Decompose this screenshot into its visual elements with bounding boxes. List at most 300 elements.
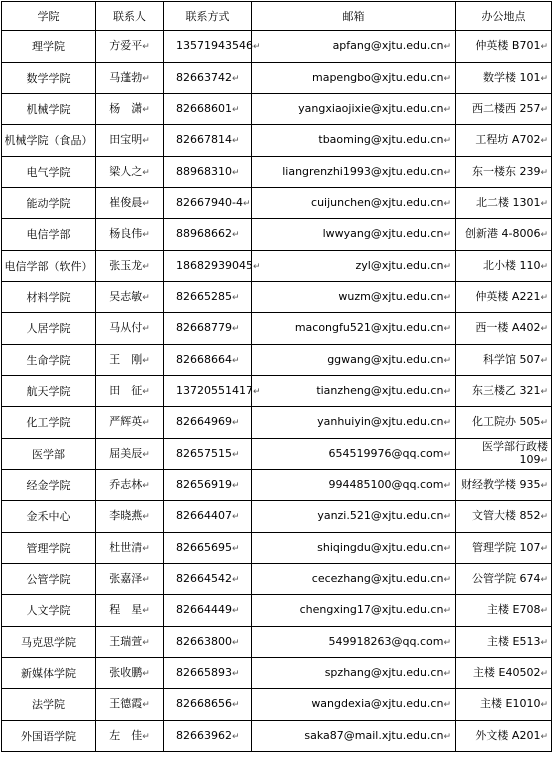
email-cell-text: tianzheng@xjtu.edu.cn <box>316 383 444 397</box>
email-cell <box>252 345 456 376</box>
paragraph-mark: ↵ <box>252 386 261 397</box>
paragraph-mark: ↵ <box>232 637 240 648</box>
college-cell-text: 机械学院 <box>26 102 71 116</box>
college-cell <box>2 564 96 595</box>
paragraph-mark: ↵ <box>443 167 451 178</box>
phone-cell <box>164 470 252 501</box>
email-cell-text: zyl@xjtu.edu.cn <box>355 258 444 272</box>
paragraph-mark: ↵ <box>142 731 150 742</box>
contact-cell-text: 李晓燕 <box>109 509 143 522</box>
paragraph-mark: ↵ <box>443 355 451 366</box>
paragraph-mark: ↵ <box>540 167 548 178</box>
office-cell-text: 东一楼东 239 <box>471 164 541 178</box>
office-cell-text: 西一楼 A402 <box>475 321 541 334</box>
college-cell-text: 外国语学院 <box>21 729 76 743</box>
contact-cell <box>96 721 164 752</box>
office-cell-text: 数学楼 101 <box>482 70 541 84</box>
office-cell <box>456 407 552 439</box>
table-row <box>2 658 552 689</box>
paragraph-mark: ↵ <box>142 355 150 366</box>
contact-cell-text: 王瑞萱 <box>109 634 143 648</box>
phone-cell <box>164 125 252 157</box>
office-cell-text: 北二楼 1301 <box>475 195 541 209</box>
table-row <box>2 721 552 752</box>
contact-cell-text: 乔志林 <box>109 477 143 491</box>
paragraph-mark: ↵ <box>443 637 451 648</box>
paragraph-mark: ↵ <box>443 73 451 84</box>
phone-cell-text: 82663962 <box>176 728 232 742</box>
phone-cell <box>164 627 252 658</box>
college-cell <box>2 595 96 627</box>
table-row <box>2 470 552 501</box>
office-cell-text: 公管学院 674 <box>471 571 541 585</box>
contact-cell-text: 马蓬勃 <box>109 70 143 84</box>
table-row <box>2 564 552 595</box>
email-cell <box>252 564 456 595</box>
phone-cell-text: 82665285 <box>176 289 232 303</box>
email-cell <box>252 188 456 219</box>
paragraph-mark: ↵ <box>443 386 451 397</box>
paragraph-mark: ↵ <box>232 230 240 240</box>
paragraph-mark: ↵ <box>540 543 548 554</box>
email-cell-text: yangxiaojixie@xjtu.edu.cn <box>298 101 444 115</box>
paragraph-mark: ↵ <box>443 292 451 303</box>
phone-cell-text: 82665695 <box>176 540 232 554</box>
paragraph-mark: ↵ <box>142 324 150 334</box>
paragraph-mark: ↵ <box>443 198 451 209</box>
office-cell <box>456 689 552 721</box>
contact-cell <box>96 407 164 439</box>
email-cell <box>252 125 456 157</box>
paragraph-mark: ↵ <box>232 73 240 84</box>
office-cell-text: 化工院办 505 <box>471 415 541 428</box>
paragraph-mark: ↵ <box>232 700 240 710</box>
email-cell <box>252 627 456 658</box>
paragraph-mark: ↵ <box>540 456 548 466</box>
paragraph-mark: ↵ <box>443 324 451 334</box>
email-cell <box>252 313 456 345</box>
paragraph-mark: ↵ <box>232 606 240 616</box>
contact-cell <box>96 439 164 470</box>
contact-cell <box>96 94 164 125</box>
office-cell <box>456 564 552 595</box>
paragraph-mark: ↵ <box>443 230 451 240</box>
phone-cell <box>164 658 252 689</box>
office-cell-text: 文管大楼 852 <box>471 509 541 522</box>
phone-cell <box>164 721 252 752</box>
phone-cell-text: 82668664 <box>176 352 232 366</box>
email-cell-text: saka87@mail.xjtu.edu.cn <box>304 728 444 742</box>
college-cell <box>2 627 96 658</box>
office-cell <box>456 627 552 658</box>
header-contact: 联系人 <box>96 2 164 31</box>
contact-cell <box>96 251 164 282</box>
college-cell-text: 公管学院 <box>26 572 71 586</box>
paragraph-mark: ↵ <box>540 104 548 115</box>
contact-cell-text: 张玉龙 <box>109 258 143 272</box>
paragraph-mark: ↵ <box>443 731 451 742</box>
phone-cell-text: 82667814 <box>176 133 232 146</box>
office-cell-text: 仲英楼 B701 <box>475 39 541 52</box>
paragraph-mark: ↵ <box>232 418 240 428</box>
college-cell <box>2 188 96 219</box>
contact-cell <box>96 282 164 313</box>
table-row <box>2 345 552 376</box>
email-cell-text: cuijunchen@xjtu.edu.cn <box>311 195 444 209</box>
table-row <box>2 188 552 219</box>
contact-cell-text: 梁人之 <box>109 164 143 178</box>
paragraph-mark: ↵ <box>443 136 451 146</box>
college-cell <box>2 219 96 251</box>
college-cell-text: 材料学院 <box>26 290 71 304</box>
college-cell-text: 航天学院 <box>26 384 71 398</box>
paragraph-mark: ↵ <box>142 668 150 679</box>
email-cell-text: tbaoming@xjtu.edu.cn <box>318 133 444 146</box>
contact-cell <box>96 63 164 94</box>
college-cell-text: 数学学院 <box>26 71 71 85</box>
office-cell <box>456 595 552 627</box>
paragraph-mark: ↵ <box>232 574 240 585</box>
email-cell <box>252 31 456 63</box>
office-cell-text: 北小楼 110 <box>482 258 541 272</box>
phone-cell <box>164 188 252 219</box>
college-cell <box>2 63 96 94</box>
email-cell-text: ggwang@xjtu.edu.cn <box>327 352 444 366</box>
office-cell-text: 主楼 E513 <box>487 634 541 648</box>
college-cell <box>2 439 96 470</box>
college-cell-text: 生命学院 <box>26 353 71 367</box>
table-row <box>2 376 552 407</box>
college-cell <box>2 501 96 533</box>
office-cell <box>456 533 552 564</box>
office-cell-text: 西二楼西 257 <box>471 101 541 115</box>
office-cell <box>456 376 552 407</box>
email-cell <box>252 721 456 752</box>
contact-cell-text: 方爱平 <box>109 39 143 52</box>
contact-cell <box>96 658 164 689</box>
email-cell <box>252 94 456 125</box>
paragraph-mark: ↵ <box>540 637 548 648</box>
phone-cell <box>164 282 252 313</box>
table-row <box>2 689 552 721</box>
header-college: 学院 <box>2 2 96 31</box>
paragraph-mark: ↵ <box>540 668 548 679</box>
contact-cell-text: 杨良伟 <box>109 227 143 240</box>
paragraph-mark: ↵ <box>540 418 548 428</box>
email-cell <box>252 470 456 501</box>
paragraph-mark: ↵ <box>540 606 548 616</box>
paragraph-mark: ↵ <box>142 73 150 84</box>
contact-cell-text: 严辉英 <box>109 415 143 428</box>
contact-cell-text: 田 征 <box>109 383 143 397</box>
table-row <box>2 595 552 627</box>
phone-cell-text: 82664969 <box>176 415 232 428</box>
paragraph-mark: ↵ <box>540 261 548 272</box>
table-row <box>2 219 552 251</box>
email-cell-text: apfang@xjtu.edu.cn <box>332 39 444 52</box>
paragraph-mark: ↵ <box>142 198 150 209</box>
table-row <box>2 125 552 157</box>
paragraph-mark: ↵ <box>540 42 548 52</box>
phone-cell <box>164 251 261 282</box>
table-header <box>2 2 552 31</box>
paragraph-mark: ↵ <box>540 480 548 491</box>
college-cell-text: 电信学部（软件） <box>4 259 93 273</box>
table-row <box>2 501 552 533</box>
table-row <box>2 94 552 125</box>
paragraph-mark: ↵ <box>443 42 451 52</box>
paragraph-mark: ↵ <box>540 73 548 84</box>
office-cell <box>456 345 552 376</box>
contact-cell <box>96 345 164 376</box>
college-cell-text: 经金学院 <box>26 478 71 492</box>
email-cell-text: cecezhang@xjtu.edu.cn <box>311 571 444 585</box>
contact-cell-text: 崔俊晨 <box>109 195 143 209</box>
email-cell <box>252 658 456 689</box>
college-cell-text: 管理学院 <box>26 541 71 555</box>
paragraph-mark: ↵ <box>232 480 240 491</box>
college-cell <box>2 689 96 721</box>
office-cell <box>456 125 552 157</box>
phone-cell <box>164 439 252 470</box>
phone-cell <box>164 689 252 721</box>
phone-cell-text: 13720551417 <box>176 383 253 397</box>
college-cell-text: 人文学院 <box>26 604 71 617</box>
phone-cell-text: 82664542 <box>176 571 232 585</box>
office-cell <box>456 470 552 501</box>
table-row <box>2 313 552 345</box>
college-cell-text: 机械学院（食品） <box>4 134 93 147</box>
phone-cell <box>164 63 252 94</box>
paragraph-mark: ↵ <box>443 261 451 272</box>
contact-cell-text: 杜世清 <box>109 540 143 554</box>
paragraph-mark: ↵ <box>142 700 150 710</box>
contact-cell-text: 田宝明 <box>109 133 143 146</box>
contact-cell <box>96 219 164 251</box>
email-cell-text: chengxing17@xjtu.edu.cn <box>299 603 444 616</box>
email-cell <box>252 282 456 313</box>
contact-cell <box>96 31 164 63</box>
office-cell-text: 管理学院 107 <box>471 540 541 554</box>
contact-cell <box>96 125 164 157</box>
header-email: 邮箱 <box>252 2 456 31</box>
phone-cell <box>164 94 252 125</box>
email-cell-text: yanhuiyin@xjtu.edu.cn <box>317 415 444 428</box>
paragraph-mark: ↵ <box>232 355 240 366</box>
email-cell-text: lwwyang@xjtu.edu.cn <box>322 227 444 240</box>
paragraph-mark: ↵ <box>540 230 548 240</box>
phone-cell-text: 82663800 <box>176 634 232 648</box>
phone-cell-text: 13571943546 <box>176 39 253 52</box>
office-cell <box>456 501 552 533</box>
office-cell <box>456 31 552 63</box>
contact-cell <box>96 470 164 501</box>
email-cell <box>252 501 456 533</box>
college-cell <box>2 658 96 689</box>
paragraph-mark: ↵ <box>232 167 240 178</box>
contact-cell-text: 屈美辰 <box>109 446 143 460</box>
paragraph-mark: ↵ <box>540 324 548 334</box>
email-cell <box>252 376 456 407</box>
phone-cell-text: 82656919 <box>176 477 232 491</box>
paragraph-mark: ↵ <box>232 324 240 334</box>
contact-cell <box>96 564 164 595</box>
paragraph-mark: ↵ <box>540 292 548 303</box>
paragraph-mark: ↵ <box>443 449 451 460</box>
email-cell <box>252 533 456 564</box>
college-cell <box>2 721 96 752</box>
office-cell <box>456 721 552 752</box>
email-cell <box>252 595 456 627</box>
email-cell <box>252 63 456 94</box>
paragraph-mark: ↵ <box>142 637 150 648</box>
paragraph-mark: ↵ <box>443 668 451 679</box>
email-cell <box>252 407 456 439</box>
paragraph-mark: ↵ <box>540 574 548 585</box>
office-cell-text: 东三楼乙 321 <box>471 383 541 397</box>
college-cell-text: 能动学院 <box>26 196 71 210</box>
contact-cell <box>96 627 164 658</box>
paragraph-mark: ↵ <box>540 198 548 209</box>
contact-cell <box>96 595 164 627</box>
college-cell <box>2 313 96 345</box>
paragraph-mark: ↵ <box>232 543 240 554</box>
college-cell <box>2 94 96 125</box>
paragraph-mark: ↵ <box>443 104 451 115</box>
office-cell <box>456 94 552 125</box>
office-cell <box>456 219 552 251</box>
contact-cell <box>96 188 164 219</box>
office-cell <box>456 658 552 689</box>
phone-cell <box>164 501 252 533</box>
contact-cell-text: 张收鹏 <box>109 665 143 679</box>
contact-cell-text: 程 星 <box>109 603 143 616</box>
paragraph-mark: ↵ <box>142 418 150 428</box>
paragraph-mark: ↵ <box>142 42 150 52</box>
college-cell <box>2 282 96 313</box>
paragraph-mark: ↵ <box>142 449 150 460</box>
office-cell-text: 医学部行政楼 109 <box>482 440 548 466</box>
contact-cell <box>96 376 164 407</box>
paragraph-mark: ↵ <box>232 292 240 303</box>
paragraph-mark: ↵ <box>443 543 451 554</box>
office-cell-text: 主楼 E708 <box>487 603 541 616</box>
paragraph-mark: ↵ <box>443 574 451 585</box>
college-cell <box>2 470 96 501</box>
office-cell-text: 主楼 E1010 <box>480 697 541 710</box>
phone-cell <box>164 313 252 345</box>
phone-cell-text: 82657515 <box>176 446 232 460</box>
contact-cell <box>96 313 164 345</box>
paragraph-mark: ↵ <box>142 292 150 303</box>
paragraph-mark: ↵ <box>232 512 240 522</box>
phone-cell <box>164 157 252 188</box>
paragraph-mark: ↵ <box>142 104 150 115</box>
college-cell <box>2 376 96 407</box>
email-cell-text: wuzm@xjtu.edu.cn <box>338 289 444 303</box>
paragraph-mark: ↵ <box>142 512 150 522</box>
paragraph-mark: ↵ <box>540 731 548 742</box>
paragraph-mark: ↵ <box>443 700 451 710</box>
header-office: 办公地点 <box>456 2 552 31</box>
paragraph-mark: ↵ <box>232 104 240 115</box>
paragraph-mark: ↵ <box>142 386 150 397</box>
contact-cell-text: 王德霞 <box>109 697 143 710</box>
paragraph-mark: ↵ <box>142 480 150 491</box>
phone-cell <box>164 407 252 439</box>
contact-cell <box>96 157 164 188</box>
office-cell <box>456 313 552 345</box>
college-cell <box>2 251 96 282</box>
paragraph-mark: ↵ <box>252 261 261 272</box>
paragraph-mark: ↵ <box>142 261 150 272</box>
college-cell <box>2 407 96 439</box>
college-cell <box>2 533 96 564</box>
phone-cell-text: 88968662 <box>176 227 232 240</box>
paragraph-mark: ↵ <box>142 136 150 146</box>
email-cell-text: 654519976@qq.com <box>328 446 444 460</box>
office-cell <box>456 188 552 219</box>
phone-cell <box>164 31 261 63</box>
paragraph-mark: ↵ <box>142 574 150 585</box>
phone-cell-text: 88968310 <box>176 164 232 178</box>
phone-cell-text: 82668656 <box>176 697 232 710</box>
office-cell <box>456 157 552 188</box>
phone-cell-text: 82663742 <box>176 70 232 84</box>
phone-cell-text: 82665893 <box>176 665 232 679</box>
office-cell-text: 科学馆 507 <box>482 352 541 366</box>
office-cell <box>456 251 552 282</box>
paragraph-mark: ↵ <box>232 668 240 679</box>
office-cell <box>456 63 552 94</box>
header-phone: 联系方式 <box>164 2 252 31</box>
college-cell-text: 法学院 <box>32 698 65 711</box>
contact-cell-text: 马从付 <box>109 321 143 334</box>
email-cell-text: wangdexia@xjtu.edu.cn <box>311 697 444 710</box>
phone-cell-text: 82668601 <box>176 101 232 115</box>
paragraph-mark: ↵ <box>443 418 451 428</box>
paragraph-mark: ↵ <box>540 386 548 397</box>
email-cell-text: 994485100@qq.com <box>328 477 444 491</box>
paragraph-mark: ↵ <box>540 512 548 522</box>
table-body <box>2 31 552 752</box>
contact-cell-text: 王 刚 <box>109 352 143 366</box>
paragraph-mark: ↵ <box>540 700 548 710</box>
college-cell-text: 电气学院 <box>26 165 71 179</box>
phone-cell-text: 82668779 <box>176 321 232 334</box>
phone-cell-text: 18682939045 <box>176 258 253 272</box>
paragraph-mark: ↵ <box>232 449 240 460</box>
table-row <box>2 251 552 282</box>
table-row <box>2 627 552 658</box>
college-cell-text: 化工学院 <box>26 416 71 429</box>
phone-cell <box>164 345 252 376</box>
college-cell <box>2 157 96 188</box>
email-cell-text: spzhang@xjtu.edu.cn <box>324 665 444 679</box>
paragraph-mark: ↵ <box>443 512 451 522</box>
paragraph-mark: ↵ <box>142 543 150 554</box>
office-cell-text: 主楼 E40502 <box>473 665 541 679</box>
phone-cell-text: 82664449 <box>176 603 232 616</box>
office-cell-text: 财经教学楼 935 <box>460 477 541 491</box>
paragraph-mark: ↵ <box>443 606 451 616</box>
college-cell <box>2 31 96 63</box>
paragraph-mark: ↵ <box>142 606 150 616</box>
office-cell <box>456 282 552 313</box>
phone-cell <box>164 564 252 595</box>
table-row <box>2 533 552 564</box>
contact-cell <box>96 533 164 564</box>
